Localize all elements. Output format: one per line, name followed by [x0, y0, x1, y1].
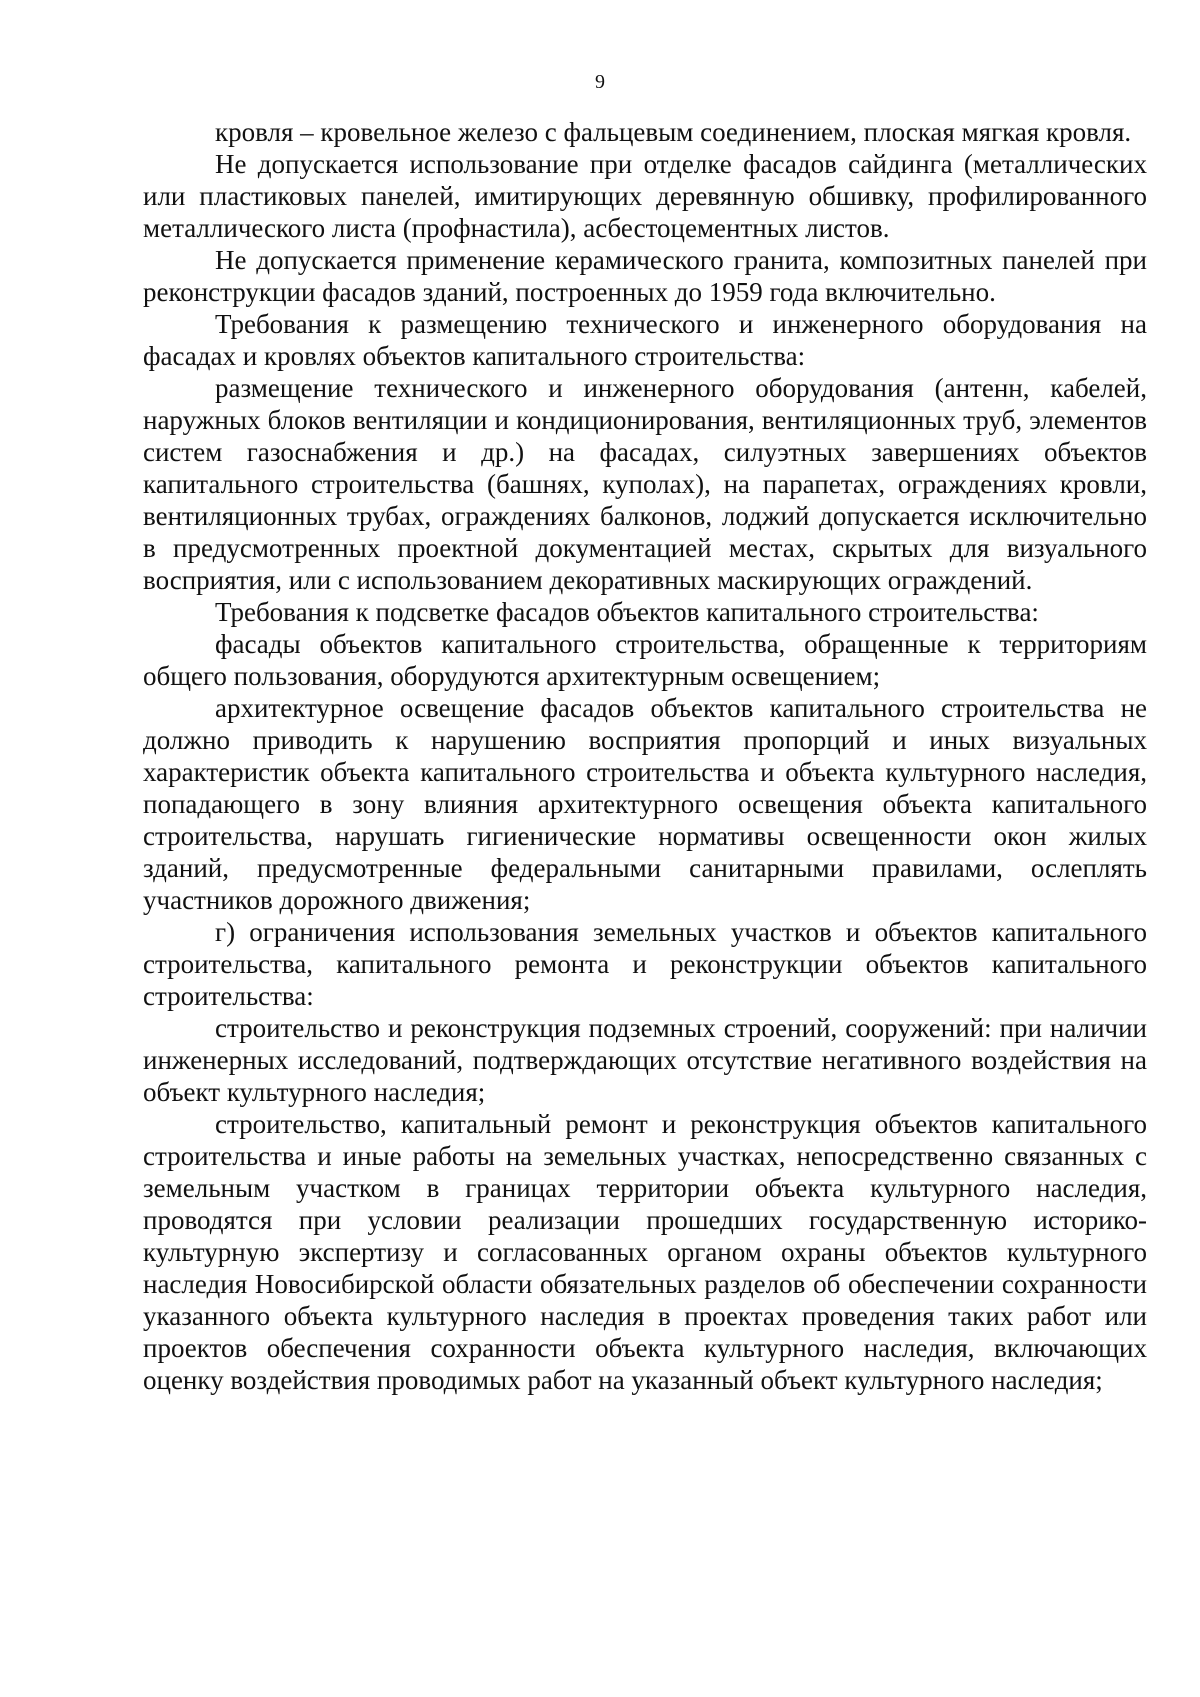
paragraph-equipment-placement: размещение технического и инженерного оборудования (антенн, кабелей, наружных блоков вентиляции и кондиционирования, вентиляционных труб, элементов систем газоснабжения и др.) на фасадах, силуэтных завершениях объектов капитального строительства (башнях, куполах), на парапетах, ограждениях кровли, вентиляционных трубах, ограждениях балконов, лоджий допускается исключительно в предусмотренных проектной документацией местах, скрытых для визуального восприятия, или с использованием декоративных маскирующих ограждений. [143, 373, 1147, 595]
paragraph-land-use-restrictions: г) ограничения использования земельных участков и объектов капитального строительства, капитального ремонта и реконструкции объектов капитального строительства: [143, 917, 1147, 1011]
paragraph-lighting-requirements-heading: Требования к подсветке фасадов объектов капитального строительства: [215, 597, 1039, 627]
paragraph-facade-lighting: фасады объектов капитального строительства, обращенные к территориям общего пользования, оборудуются архитектурным освещением; [143, 629, 1147, 691]
paragraph-roofing: кровля – кровельное железо с фальцевым соединением, плоская мягкая кровля. [215, 117, 1132, 147]
paragraph-ceramic-granite-prohibition: Не допускается применение керамического гранита, композитных панелей при реконструкции фасадов зданий, построенных до 1959 года включительно. [143, 245, 1147, 307]
paragraph-siding-prohibition: Не допускается использование при отделке фасадов сайдинга (металлических или пластиковых панелей, имитирующих деревянную обшивку, профилированного металлического листа (профнастила), асбестоцементных листов. [143, 149, 1147, 243]
paragraph-construction-conditions: строительство, капитальный ремонт и реконструкция объектов капитального строительства и иные работы на земельных участках, непосредственно связанных с земельным участком в границах территории объекта культурного наследия, проводятся при условии реализации прошедших государственную историко-культурную экспертизу и согласованных органом охраны объектов культурного наследия Новосибирской области обязательных разделов об обеспечении сохранности указанного объекта культурного наследия в проектах проведения таких работ или проектов обеспечения сохранности объекта культурного наследия, включающих оценку воздействия проводимых работ на указанный объект культурного наследия; [143, 1109, 1147, 1395]
paragraph-underground-construction: строительство и реконструкция подземных строений, сооружений: при наличии инженерных исследований, подтверждающих отсутствие негативного воздействия на объект культурного наследия; [143, 1013, 1147, 1107]
page-number: 9 [595, 71, 605, 93]
paragraph-architectural-lighting-limits: архитектурное освещение фасадов объектов капитального строительства не должно приводить к нарушению восприятия пропорций и иных визуальных характеристик объекта капитального строительства и объекта культурного наследия, попадающего в зону влияния архитектурного освещения объекта капитального строительства, нарушать гигиенические нормативы освещенности окон жилых зданий, предусмотренные федеральными санитарными правилами, ослеплять участников дорожного движения; [143, 693, 1147, 915]
document-body [143, 116, 1147, 1396]
paragraph-equipment-requirements-heading: Требования к размещению технического и инженерного оборудования на фасадах и кровлях объектов капитального строительства: [143, 309, 1147, 371]
